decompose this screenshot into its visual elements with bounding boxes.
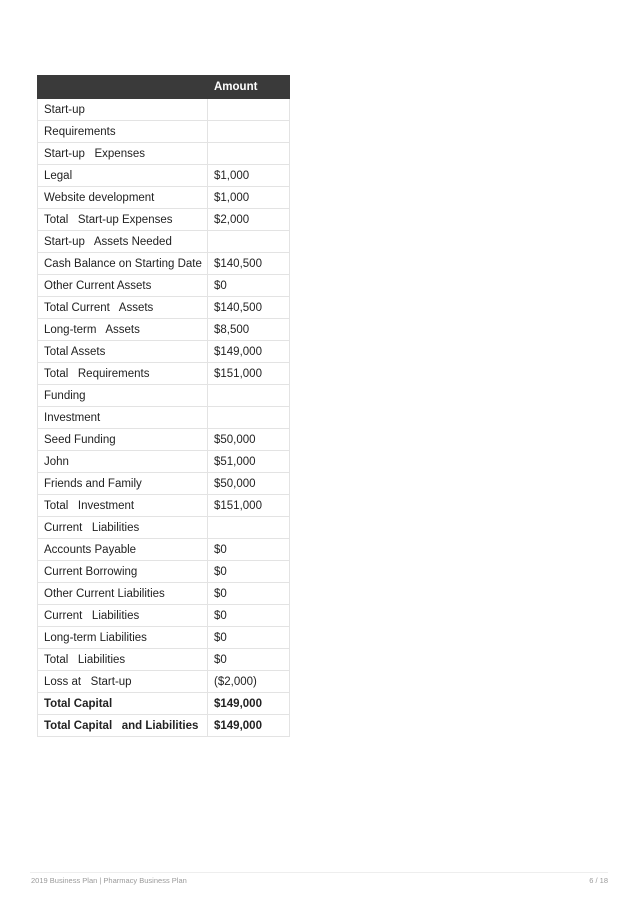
row-label-cell: Total Investment xyxy=(38,495,208,517)
footer-page-number: 6 / 18 xyxy=(589,876,608,885)
row-amount-cell: $51,000 xyxy=(208,451,290,473)
row-label-cell: Start-up xyxy=(38,99,208,121)
row-label-cell: Other Current Liabilities xyxy=(38,583,208,605)
table-row xyxy=(38,407,290,429)
row-label-cell: Total Requirements xyxy=(38,363,208,385)
table-row xyxy=(38,473,290,495)
row-amount-cell: $151,000 xyxy=(208,495,290,517)
row-label-cell: Friends and Family xyxy=(38,473,208,495)
row-label-cell: Total Capital and Liabilities xyxy=(38,715,208,737)
row-amount-cell: $0 xyxy=(208,605,290,627)
table-row xyxy=(38,539,290,561)
row-label-cell: Current Borrowing xyxy=(38,561,208,583)
row-label-cell: Investment xyxy=(38,407,208,429)
table-row xyxy=(38,715,290,737)
row-amount-cell: $0 xyxy=(208,561,290,583)
table-row xyxy=(38,605,290,627)
row-amount-cell: $2,000 xyxy=(208,209,290,231)
row-label-cell: Total Start-up Expenses xyxy=(38,209,208,231)
row-amount-cell: $0 xyxy=(208,649,290,671)
row-label-cell: Seed Funding xyxy=(38,429,208,451)
header-label-cell xyxy=(38,76,208,99)
row-label-cell: Loss at Start-up xyxy=(38,671,208,693)
row-label-cell: Current Liabilities xyxy=(38,605,208,627)
table-row xyxy=(38,451,290,473)
row-amount-cell: $1,000 xyxy=(208,165,290,187)
table-row xyxy=(38,143,290,165)
row-amount-cell: $0 xyxy=(208,275,290,297)
row-amount-cell: $149,000 xyxy=(208,715,290,737)
row-label-cell: Total Liabilities xyxy=(38,649,208,671)
row-label-cell: Current Liabilities xyxy=(38,517,208,539)
table-row xyxy=(38,187,290,209)
row-label-cell: Total Assets xyxy=(38,341,208,363)
row-amount-cell: $140,500 xyxy=(208,297,290,319)
table-row xyxy=(38,231,290,253)
table-body xyxy=(38,99,290,737)
row-amount-cell xyxy=(208,121,290,143)
row-amount-cell: $149,000 xyxy=(208,341,290,363)
row-label-cell: Start-up Expenses xyxy=(38,143,208,165)
table-row xyxy=(38,319,290,341)
table-row xyxy=(38,561,290,583)
table-row xyxy=(38,297,290,319)
row-amount-cell xyxy=(208,385,290,407)
row-label-cell: Website development xyxy=(38,187,208,209)
row-amount-cell: $50,000 xyxy=(208,429,290,451)
row-amount-cell: $140,500 xyxy=(208,253,290,275)
row-label-cell: Start-up Assets Needed xyxy=(38,231,208,253)
row-amount-cell: $0 xyxy=(208,627,290,649)
row-amount-cell xyxy=(208,407,290,429)
table-row xyxy=(38,165,290,187)
row-amount-cell: ($2,000) xyxy=(208,671,290,693)
row-label-cell: Legal xyxy=(38,165,208,187)
table-row xyxy=(38,671,290,693)
row-label-cell: Cash Balance on Starting Date xyxy=(38,253,208,275)
table-row xyxy=(38,649,290,671)
row-amount-cell xyxy=(208,143,290,165)
table-row xyxy=(38,495,290,517)
row-label-cell: Total Capital xyxy=(38,693,208,715)
row-amount-cell: $0 xyxy=(208,583,290,605)
row-label-cell: Long-term Liabilities xyxy=(38,627,208,649)
footer-divider xyxy=(30,872,608,873)
table-row xyxy=(38,121,290,143)
footer-document-title: 2019 Business Plan | Pharmacy Business Plan xyxy=(31,876,187,885)
table-row xyxy=(38,253,290,275)
table-row xyxy=(38,429,290,451)
row-amount-cell xyxy=(208,99,290,121)
table-row xyxy=(38,275,290,297)
row-label-cell: Funding xyxy=(38,385,208,407)
row-label-cell: Total Current Assets xyxy=(38,297,208,319)
row-label-cell: Requirements xyxy=(38,121,208,143)
row-amount-cell: $149,000 xyxy=(208,693,290,715)
table-row xyxy=(38,693,290,715)
row-label-cell: John xyxy=(38,451,208,473)
row-label-cell: Other Current Assets xyxy=(38,275,208,297)
table-row xyxy=(38,99,290,121)
row-amount-cell: $8,500 xyxy=(208,319,290,341)
row-amount-cell xyxy=(208,517,290,539)
header-amount-cell: Amount xyxy=(208,76,290,99)
table-row xyxy=(38,517,290,539)
table-row xyxy=(38,627,290,649)
startup-funding-table xyxy=(37,75,290,737)
table-header-row xyxy=(38,76,290,99)
row-label-cell: Accounts Payable xyxy=(38,539,208,561)
row-label-cell: Long-term Assets xyxy=(38,319,208,341)
table-row xyxy=(38,583,290,605)
row-amount-cell xyxy=(208,231,290,253)
row-amount-cell: $1,000 xyxy=(208,187,290,209)
table-row xyxy=(38,341,290,363)
row-amount-cell: $50,000 xyxy=(208,473,290,495)
table-row xyxy=(38,385,290,407)
table-row xyxy=(38,209,290,231)
row-amount-cell: $151,000 xyxy=(208,363,290,385)
row-amount-cell: $0 xyxy=(208,539,290,561)
table-row xyxy=(38,363,290,385)
